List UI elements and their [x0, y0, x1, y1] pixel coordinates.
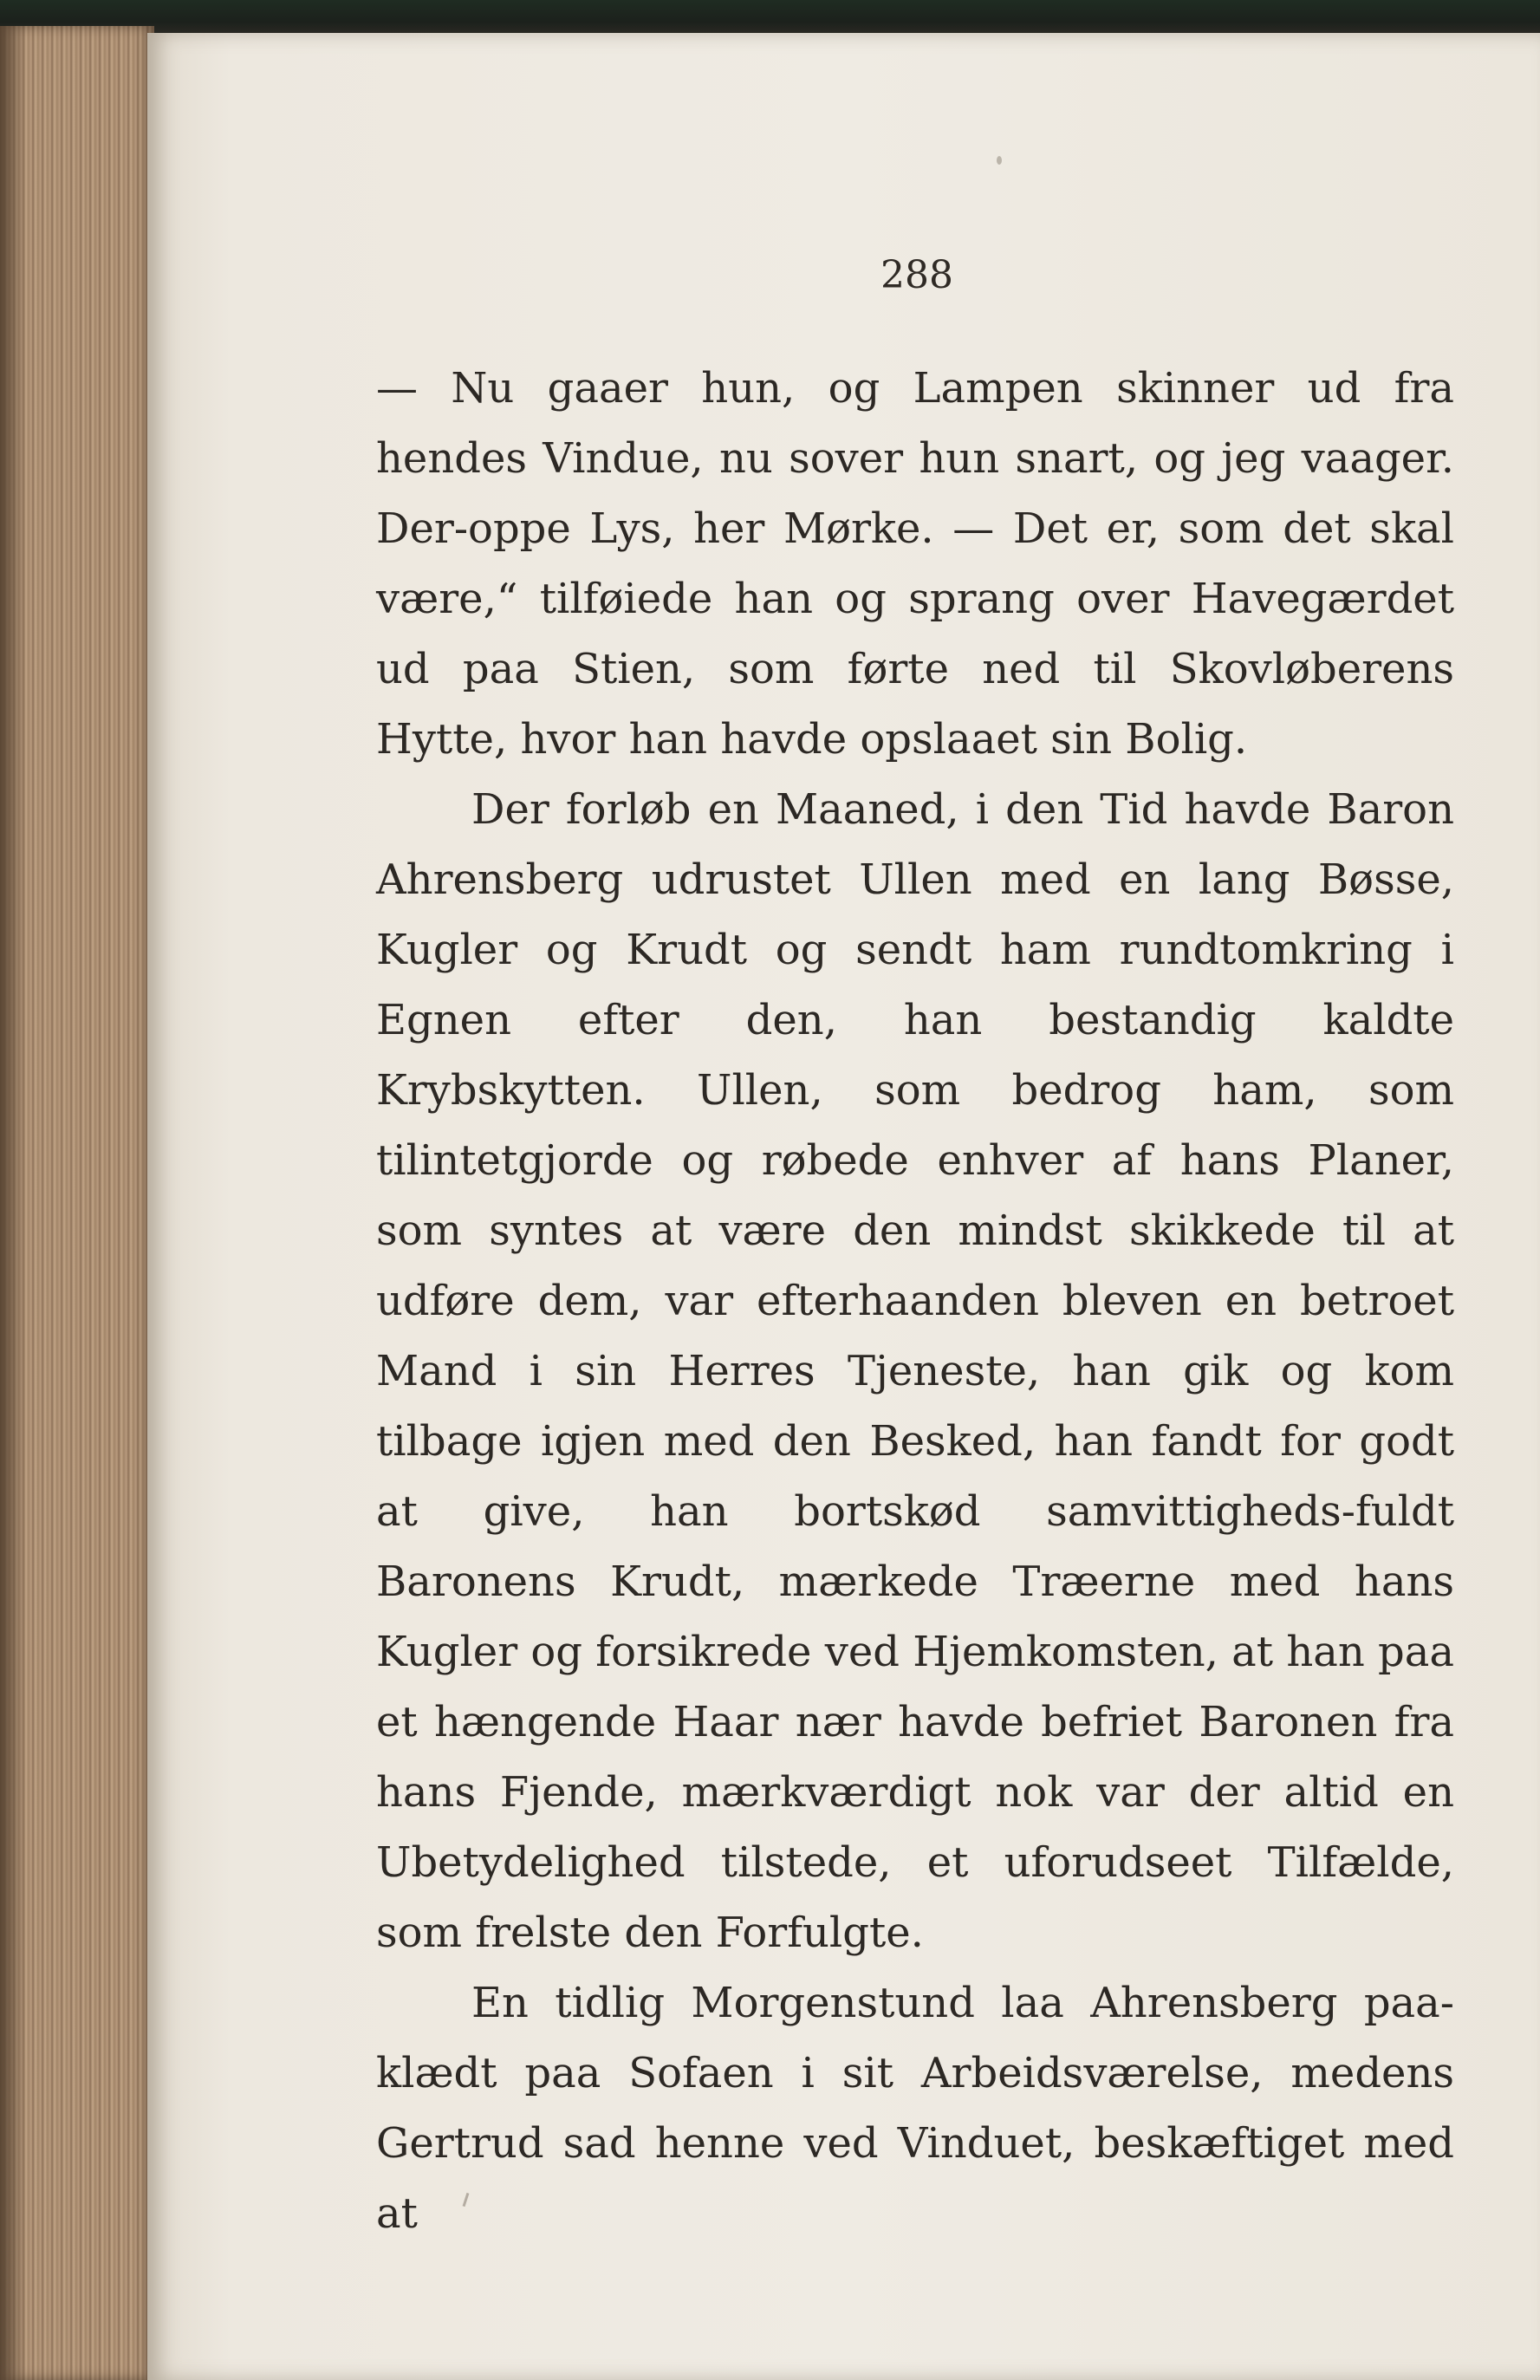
paragraph-1: — Nu gaaer hun, og Lampen skinner ud fra hendes Vindue, nu sover hun snart, og jeg vaager. Der-oppe Lys, her Mørke. — Det er, som det skal være,“ tilføiede han og sprang over Havegærdet ud paa Stien, som førte ned til Skovløberens Hytte, hvor han havde opslaaet sin Bolig. — [376, 364, 1454, 764]
paragraph-3: En tidlig Morgenstund laa Ahrensberg paa-klædt paa Sofaen i sit Arbeidsværelse, medens Gertrud sad henne ved Vinduet, beskæftiget med at — [376, 1979, 1454, 2238]
body-text — [376, 354, 1454, 2249]
book-page-edges — [0, 26, 154, 2380]
paper-speck — [997, 156, 1002, 165]
background-top-band — [0, 0, 1540, 36]
page-number: 288 — [880, 253, 953, 297]
paragraph-2: Der forløb en Maaned, i den Tid havde Baron Ahrensberg udrustet Ullen med en lang Bøsse, Kugler og Krudt og sendt ham rundtomkring i Egnen efter den, han bestandig kaldte Krybskytten. Ullen, som bedrog ham, som tilintetgjorde og røbede enhver af hans Planer, som syntes at være den mindst skikkede til at udføre dem, var efterhaanden bleven en betroet Mand i sin Herres Tjeneste, han gik og kom tilbage igjen med den Besked, han fandt for godt at give, han bortskød samvittigheds-fuldt Baronens Krudt, mærkede Træerne med hans Kugler og forsikrede ved Hjemkomsten, at han paa et hængende Haar nær havde befriet Baronen fra hans Fjende, mærkværdigt nok var der altid en Ubetydelighed tilstede, et uforudseet Tilfælde, som frelste den Forfulgte. — [376, 785, 1454, 1957]
